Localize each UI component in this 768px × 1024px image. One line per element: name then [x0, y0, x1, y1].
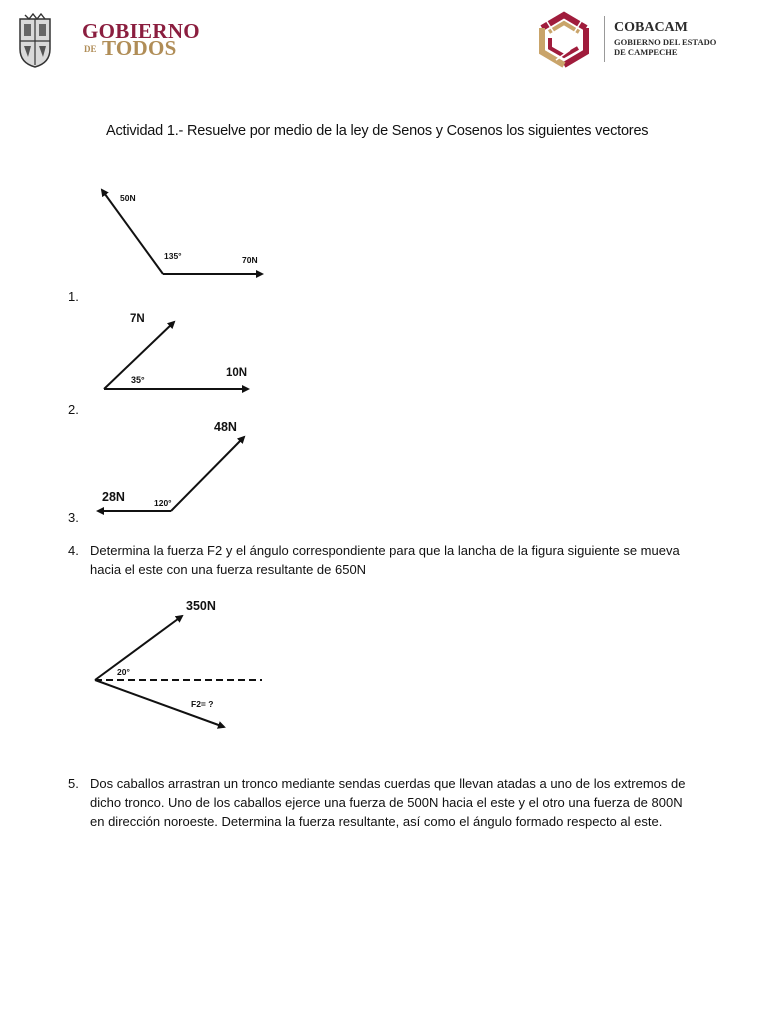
item4-text-line1: Determina la fuerza F2 y el ángulo correspondiente para que la lancha de la figura siguiente se mueva	[90, 543, 680, 558]
boat-force-diagram	[86, 594, 276, 734]
vector-a-label: 50N	[120, 193, 136, 203]
vector-a	[171, 437, 244, 511]
coat-of-arms-icon	[17, 13, 53, 69]
problem-number-1: 1.	[68, 289, 79, 304]
cobacam-name: COBACAM	[614, 20, 688, 35]
vector-diagram-3	[90, 416, 260, 520]
gov-logo-de: DE	[84, 44, 97, 54]
gov-logo-line1: GOBIERNO	[82, 19, 200, 43]
problem-number-2: 2.	[68, 402, 79, 417]
vector-b-label: 70N	[242, 255, 258, 265]
force-f2-label: F2= ?	[191, 699, 214, 709]
item5-text-line2: dicho tronco. Uno de los caballos ejerce una fuerza de 500N hacia el este y el otro una fuerza de 800N	[90, 795, 683, 810]
item4-text-line2: hacia el este con una fuerza resultante de 650N	[90, 562, 367, 577]
cobacam-subtitle-2: DE CAMPECHE	[614, 47, 678, 57]
angle-label: 20°	[117, 667, 130, 677]
item-number-5: 5.	[68, 776, 79, 791]
vector-b-label: 28N	[102, 490, 125, 504]
vector-a-label: 7N	[130, 313, 145, 325]
cobacam-subtitle-1: GOBIERNO DEL ESTADO	[614, 37, 717, 47]
vector-a-label: 48N	[214, 420, 237, 434]
force-350n-vector	[95, 616, 182, 680]
force-350n-label: 350N	[186, 599, 216, 613]
vector-b-label: 10N	[226, 367, 248, 379]
header-divider	[604, 16, 605, 62]
angle-label: 35°	[131, 375, 145, 385]
angle-label: 120°	[154, 498, 172, 508]
cobacam-logo-icon	[536, 10, 592, 70]
activity-title: Actividad 1.- Resuelve por medio de la ley de Senos y Cosenos los siguientes vectores	[106, 123, 649, 139]
problem-number-3: 3.	[68, 510, 79, 525]
angle-label: 135°	[164, 251, 182, 261]
item5-text-line1: Dos caballos arrastran un tronco mediante sendas cuerdas que llevan atadas a uno de los extremos de	[90, 776, 686, 791]
vector-diagram-2	[90, 306, 260, 398]
item-number-4: 4.	[68, 543, 79, 558]
gov-logo-line2: TODOS	[102, 36, 177, 60]
vector-diagram-1	[90, 182, 280, 286]
item5-text-line3: en dirección noroeste. Determina la fuerza resultante, así como el ángulo formado respecto al este.	[90, 814, 663, 829]
